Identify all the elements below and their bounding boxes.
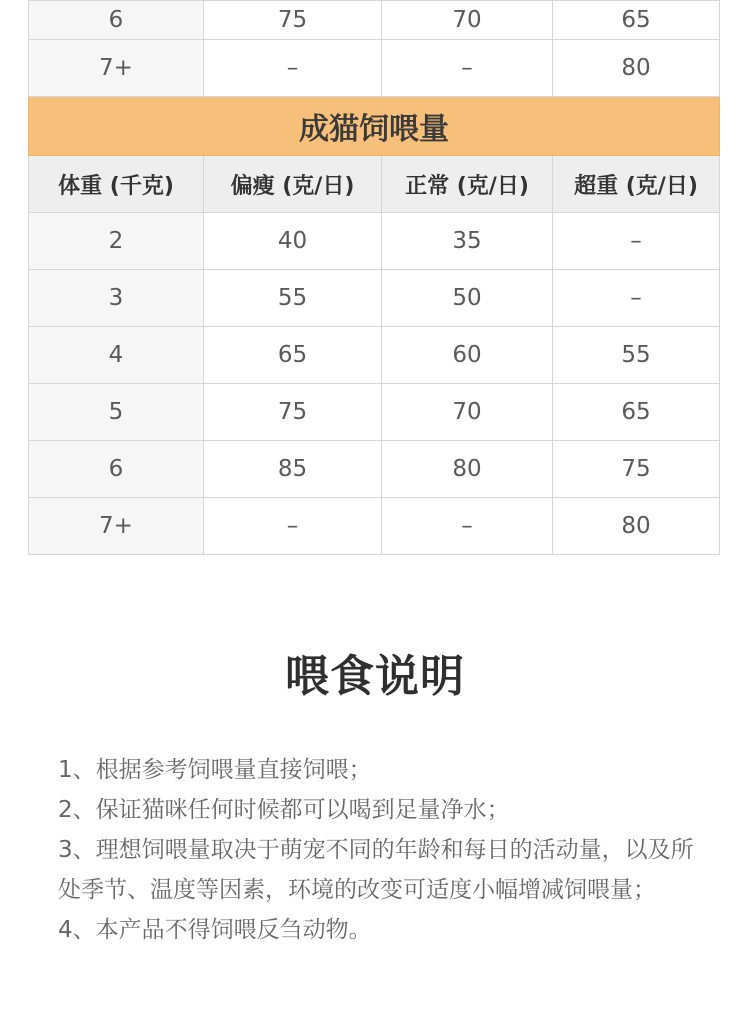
- table-row: [29, 498, 720, 555]
- table-cell: 70: [382, 384, 553, 441]
- section-header-row: [29, 97, 720, 156]
- table-cell: 35: [382, 213, 553, 270]
- feeding-instructions-list: [58, 750, 708, 950]
- column-header-normal: 正常 (克/日): [382, 156, 553, 213]
- adult-table-title: 成猫饲喂量: [29, 97, 720, 156]
- table-row: [29, 1, 720, 40]
- table-cell: 65: [204, 327, 382, 384]
- table-row: [29, 213, 720, 270]
- list-item: 4、本产品不得饲喂反刍动物。: [58, 917, 372, 943]
- table-row: [29, 327, 720, 384]
- table-cell: –: [553, 270, 720, 327]
- table-cell: –: [553, 213, 720, 270]
- table-cell: –: [204, 498, 382, 555]
- table-cell: –: [382, 40, 553, 97]
- table-cell: 80: [553, 40, 720, 97]
- table-row: [29, 270, 720, 327]
- table-cell: 6: [29, 1, 204, 40]
- table-cell: 7+: [29, 40, 204, 97]
- table-cell: 2: [29, 213, 204, 270]
- table-cell: 40: [204, 213, 382, 270]
- table-cell: 65: [553, 384, 720, 441]
- column-header-thin: 偏瘦 (克/日): [204, 156, 382, 213]
- table-cell: 55: [204, 270, 382, 327]
- table-cell: 55: [553, 327, 720, 384]
- table-cell: 65: [553, 1, 720, 40]
- table-row: [29, 384, 720, 441]
- feeding-table: [28, 0, 720, 555]
- table-cell: 6: [29, 441, 204, 498]
- list-item: 1、根据参考饲喂量直接饲喂；: [58, 757, 372, 783]
- table-cell: 60: [382, 327, 553, 384]
- list-item: 2、保证猫咪任何时候都可以喝到足量净水；: [58, 797, 510, 823]
- table-cell: 80: [382, 441, 553, 498]
- column-header-overweight: 超重 (克/日): [553, 156, 720, 213]
- column-header-weight: 体重 (千克): [29, 156, 204, 213]
- table-row: [29, 40, 720, 97]
- table-cell: –: [204, 40, 382, 97]
- table-row: [29, 441, 720, 498]
- table-cell: 5: [29, 384, 204, 441]
- table-cell: 75: [553, 441, 720, 498]
- table-cell: –: [382, 498, 553, 555]
- table-cell: 75: [204, 384, 382, 441]
- list-item: 3、理想饲喂量取决于萌宠不同的年龄和每日的活动量，以及所处季节、温度等因素，环境的改变可适度小幅增减饲喂量；: [58, 837, 694, 903]
- table-cell: 80: [553, 498, 720, 555]
- table-cell: 4: [29, 327, 204, 384]
- table-cell: 85: [204, 441, 382, 498]
- table-cell: 50: [382, 270, 553, 327]
- table-cell: 3: [29, 270, 204, 327]
- feeding-instructions-title: 喂食说明: [285, 651, 465, 702]
- feeding-table-container: [28, 0, 719, 555]
- table-cell: 75: [204, 1, 382, 40]
- table-cell: 70: [382, 1, 553, 40]
- table-cell: 7+: [29, 498, 204, 555]
- table-header-row: [29, 156, 720, 213]
